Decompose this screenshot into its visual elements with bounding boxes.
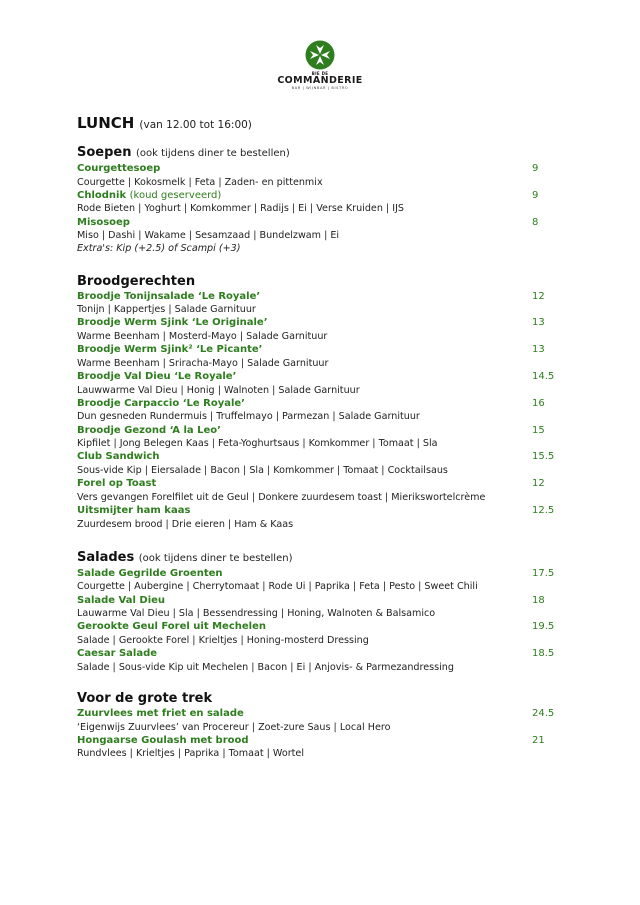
menu-item xyxy=(77,316,557,343)
item-name xyxy=(77,594,557,608)
item-price: 12 xyxy=(532,290,545,302)
item-name-text: Caesar Salade xyxy=(77,648,158,660)
item-name-text: Zuurvlees met friet en salade xyxy=(77,708,244,720)
item-price: 8 xyxy=(532,216,539,228)
section-title xyxy=(77,274,557,290)
item-price: 18 xyxy=(532,594,545,606)
menu-section xyxy=(77,691,557,761)
menu-item xyxy=(77,370,557,397)
menu-item xyxy=(77,189,557,216)
item-name-text: Uitsmijter ham kaas xyxy=(77,505,191,517)
lunch-header xyxy=(77,113,557,132)
item-name xyxy=(77,216,557,230)
menu-item xyxy=(77,620,557,647)
menu-item xyxy=(77,216,557,256)
item-name-text: Broodje Werm Sjink ‘Le Originale’ xyxy=(77,317,268,329)
item-price: 18.5 xyxy=(532,648,555,660)
logo-subtitle: BAR | WIJNBAR | BISTRO xyxy=(291,86,349,90)
item-name xyxy=(77,397,557,411)
item-description: Miso | Dashi | Wakame | Sesamzaad | Bundelzwam | Ei xyxy=(77,230,340,242)
menu-sections xyxy=(77,145,557,761)
menu-item xyxy=(77,424,557,451)
item-price: 12 xyxy=(532,478,545,490)
section-title xyxy=(77,691,557,707)
item-description: Zuurdesem brood | Drie eieren | Ham & Kaas xyxy=(77,518,294,530)
item-name xyxy=(77,162,557,176)
maltese-cross-icon xyxy=(305,40,335,70)
menu-item xyxy=(77,450,557,477)
item-name xyxy=(77,290,557,304)
item-name xyxy=(77,647,557,661)
item-description: Rundvlees | Krieltjes | Paprika | Tomaat | Wortel xyxy=(77,748,304,760)
item-name xyxy=(77,424,557,438)
item-name xyxy=(77,477,557,491)
item-name xyxy=(77,316,557,330)
item-name-text: Chlodnik xyxy=(77,189,127,201)
item-description: Kipfilet | Jong Belegen Kaas | Feta-Yoghurtsaus | Komkommer | Tomaat | Sla xyxy=(77,438,438,450)
section-title-text: Salades xyxy=(77,549,135,565)
menu-item xyxy=(77,707,557,734)
item-price: 19.5 xyxy=(532,621,555,633)
item-name-text: Broodje Carpaccio ‘Le Royale’ xyxy=(77,397,245,409)
item-price: 16 xyxy=(532,397,545,409)
section-title-text: Broodgerechten xyxy=(77,273,196,289)
item-name-text: Misosoep xyxy=(77,216,130,228)
item-description: Tonijn | Kappertjes | Salade Garnituur xyxy=(77,304,256,316)
item-name-text: Broodje Val Dieu ‘Le Royale’ xyxy=(77,371,237,383)
item-description: Lauwwarme Val Dieu | Honig | Walnoten | Salade Garnituur xyxy=(77,384,360,396)
section-title-text: Voor de grote trek xyxy=(77,691,213,707)
item-name-text: Club Sandwich xyxy=(77,451,160,463)
item-name-text: Salade Val Dieu xyxy=(77,594,166,606)
item-description: Salade | Gerookte Forel | Krieltjes | Honing-mosterd Dressing xyxy=(77,634,369,646)
logo xyxy=(270,40,370,92)
logo-name: COMMANDERIE xyxy=(277,75,363,86)
menu-item xyxy=(77,397,557,424)
item-name-text: Broodje Tonijnsalade ‘Le Royale’ xyxy=(77,290,261,302)
item-price: 17.5 xyxy=(532,567,555,579)
menu-section xyxy=(77,145,557,256)
lunch-title: LUNCH xyxy=(77,114,135,132)
section-note: (ook tijdens diner te bestellen) xyxy=(136,148,290,159)
item-name xyxy=(77,734,557,748)
item-name-text: Salade Gegrilde Groenten xyxy=(77,567,223,579)
item-note: (koud geserveerd) xyxy=(129,189,222,201)
item-name-text: Gerookte Geul Forel uit Mechelen xyxy=(77,621,266,633)
item-name xyxy=(77,567,557,581)
menu-item xyxy=(77,162,557,189)
item-price: 21 xyxy=(532,734,545,746)
menu-item xyxy=(77,290,557,317)
section-title xyxy=(77,550,557,567)
item-price: 15.5 xyxy=(532,451,555,463)
menu-section xyxy=(77,550,557,674)
menu-item xyxy=(77,647,557,674)
item-price: 24.5 xyxy=(532,708,555,720)
item-price: 15 xyxy=(532,424,545,436)
item-name xyxy=(77,504,557,518)
item-name xyxy=(77,620,557,634)
item-description: Warme Beenham | Sriracha-Mayo | Salade Garnituur xyxy=(77,357,329,369)
item-name-text: Broodje Werm Sjink² ‘Le Picante’ xyxy=(77,344,263,356)
item-description: Courgette | Aubergine | Cherrytomaat | Rode Ui | Paprika | Feta | Pesto | Sweet Chili xyxy=(77,581,478,593)
section-title-text: Soepen xyxy=(77,145,132,160)
menu-item xyxy=(77,343,557,370)
item-description: ‘Eigenwijs Zuurvlees’ van Procereur | Zoet-zure Saus | Local Hero xyxy=(77,721,391,733)
item-extras: Extra's: Kip (+2.5) of Scampi (+3) xyxy=(77,243,241,255)
item-description: Courgette | Kokosmelk | Feta | Zaden- en pittenmix xyxy=(77,176,323,188)
menu-item xyxy=(77,734,557,761)
section-title xyxy=(77,145,557,162)
item-name xyxy=(77,189,557,203)
item-description: Rode Bieten | Yoghurt | Komkommer | Radijs | Ei | Verse Kruiden | IJS xyxy=(77,203,404,215)
lunch-hours: (van 12.00 tot 16:00) xyxy=(139,119,252,131)
item-name-text: Forel op Toast xyxy=(77,478,157,490)
item-price: 13 xyxy=(532,344,545,356)
item-description: Warme Beenham | Mosterd-Mayo | Salade Garnituur xyxy=(77,330,328,342)
menu-item xyxy=(77,504,557,531)
item-description: Dun gesneden Rundermuis | Truffelmayo | Parmezan | Salade Garnituur xyxy=(77,411,420,423)
item-price: 13 xyxy=(532,317,545,329)
item-name-text: Hongaarse Goulash met brood xyxy=(77,734,249,746)
item-description: Sous-vide Kip | Eiersalade | Bacon | Sla | Komkommer | Tomaat | Cocktailsaus xyxy=(77,464,448,476)
logo-top-text: BIE DE xyxy=(311,71,329,76)
item-price: 14.5 xyxy=(532,371,555,383)
section-note: (ook tijdens diner te bestellen) xyxy=(138,552,293,564)
item-price: 9 xyxy=(532,189,539,201)
item-name xyxy=(77,707,557,721)
item-description: Lauwarme Val Dieu | Sla | Bessendressing | Honing, Walnoten & Balsamico xyxy=(77,608,436,620)
menu-item xyxy=(77,477,557,504)
item-name xyxy=(77,343,557,357)
item-description: Vers gevangen Forelfilet uit de Geul | Donkere zuurdesem toast | Mierikswortelcrème xyxy=(77,491,486,503)
menu-section xyxy=(77,274,557,531)
menu-item xyxy=(77,567,557,594)
item-name-text: Broodje Gezond ‘A la Leo’ xyxy=(77,424,221,436)
menu-content xyxy=(77,113,557,761)
item-name-text: Courgettesoep xyxy=(77,163,161,174)
item-price: 9 xyxy=(532,163,539,174)
item-name xyxy=(77,450,557,464)
item-description: Salade | Sous-vide Kip uit Mechelen | Bacon | Ei | Anjovis- & Parmezandressing xyxy=(77,661,454,673)
item-price: 12.5 xyxy=(532,505,555,517)
menu-item xyxy=(77,594,557,621)
item-name xyxy=(77,370,557,384)
